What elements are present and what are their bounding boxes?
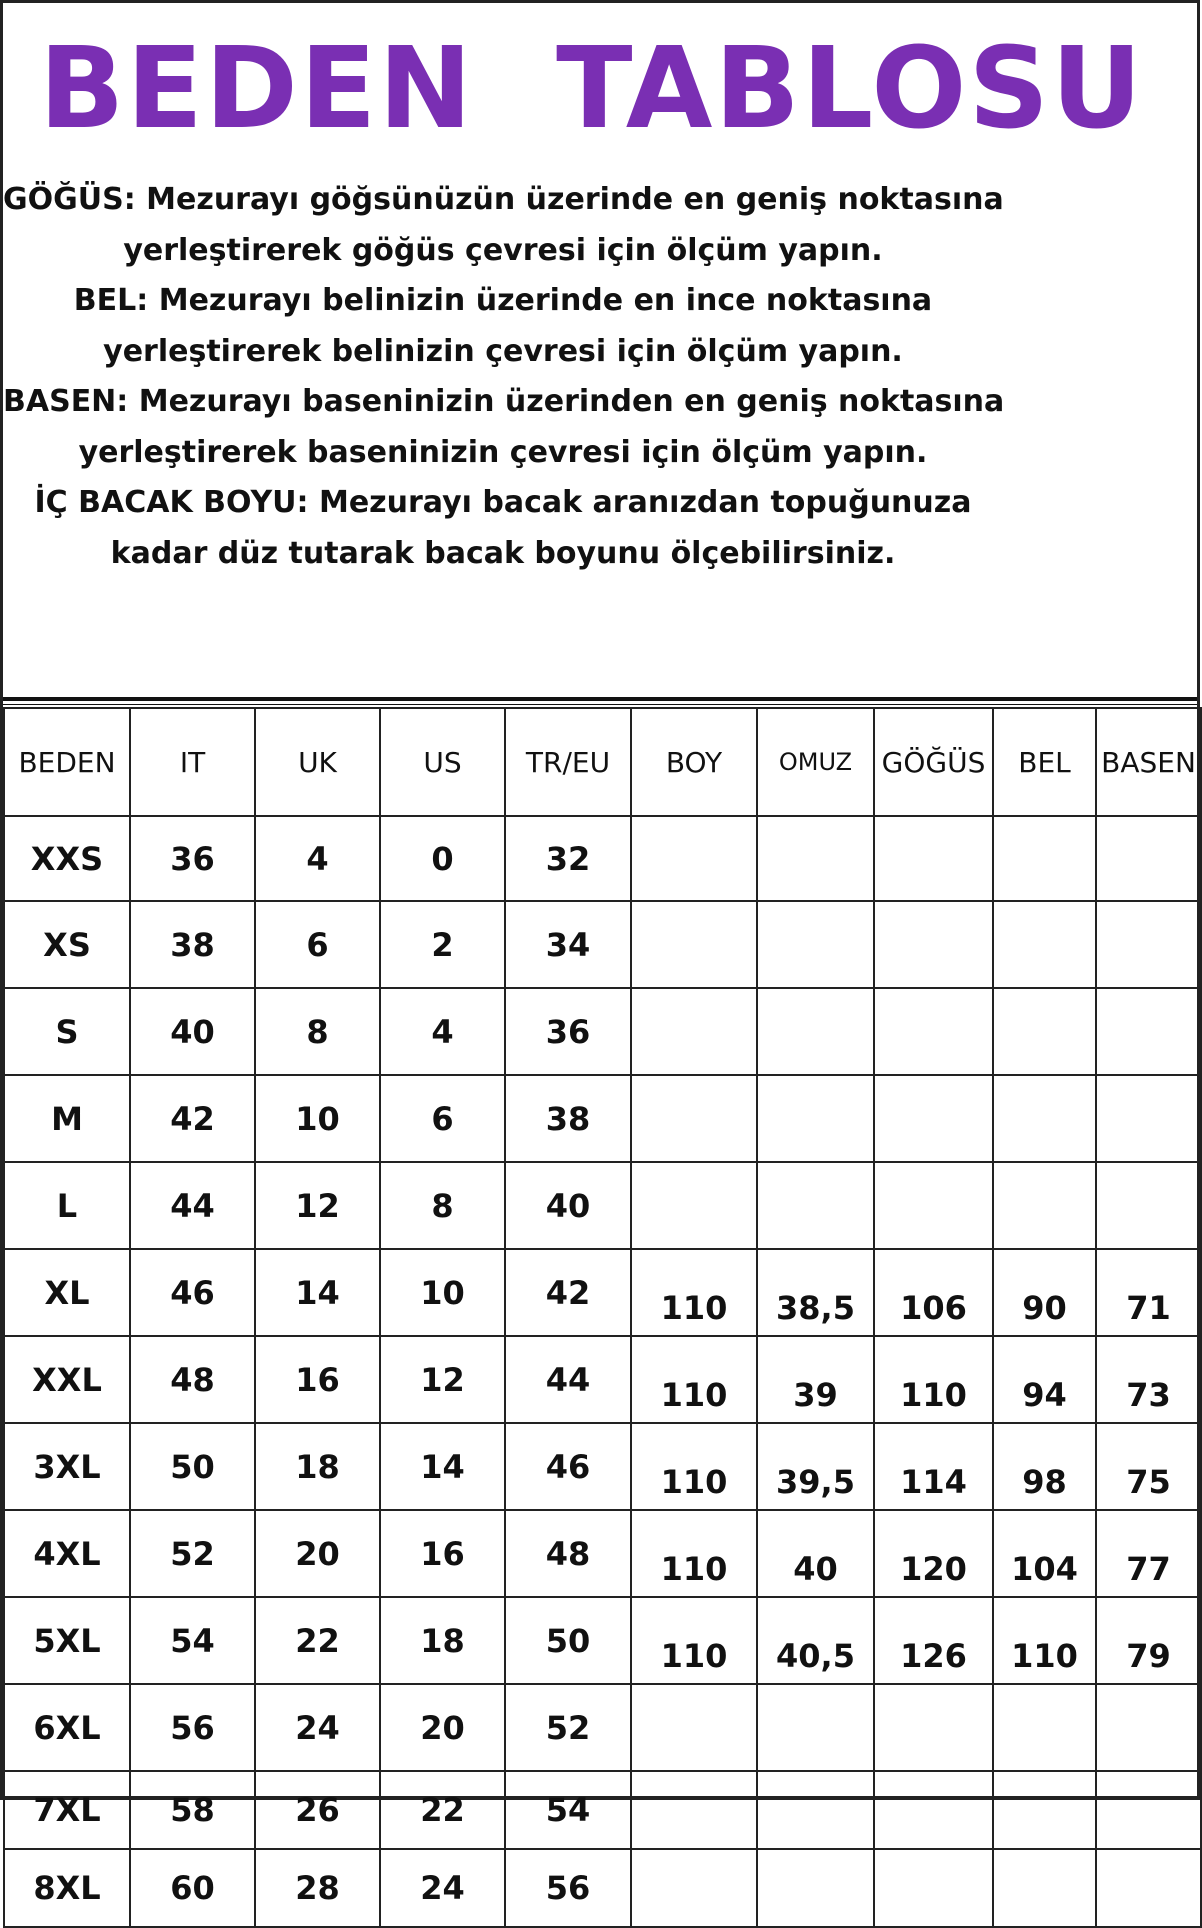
- table-cell: 8XL: [4, 1849, 130, 1927]
- table-cell: [993, 901, 1096, 988]
- measurement-instructions: [3, 175, 1003, 579]
- table-cell: 16: [255, 1336, 380, 1423]
- table-cell: 56: [130, 1684, 255, 1771]
- table-cell: 58: [130, 1771, 255, 1849]
- table-cell: [631, 1162, 757, 1249]
- table-cell: XXS: [4, 816, 130, 901]
- table-cell: [1096, 1684, 1201, 1771]
- table-cell: 12: [380, 1336, 505, 1423]
- table-cell: 38,5: [757, 1249, 874, 1336]
- table-cell: 40: [757, 1510, 874, 1597]
- table-cell: 34: [505, 901, 631, 988]
- table-cell: 24: [255, 1684, 380, 1771]
- table-cell: 77: [1096, 1510, 1201, 1597]
- table-cell: 36: [505, 988, 631, 1075]
- table-cell: 75: [1096, 1423, 1201, 1510]
- table-cell: 22: [380, 1771, 505, 1849]
- table-cell: 20: [380, 1684, 505, 1771]
- column-header: GÖĞÜS: [874, 708, 993, 816]
- table-cell: 52: [130, 1510, 255, 1597]
- table-cell: 104: [993, 1510, 1096, 1597]
- table-row: [4, 1075, 1201, 1162]
- table-cell: 39,5: [757, 1423, 874, 1510]
- table-cell: 6XL: [4, 1684, 130, 1771]
- column-header: BEL: [993, 708, 1096, 816]
- table-cell: 14: [255, 1249, 380, 1336]
- table-cell: 39: [757, 1336, 874, 1423]
- table-cell: [993, 1162, 1096, 1249]
- table-cell: [631, 1771, 757, 1849]
- table-cell: 10: [380, 1249, 505, 1336]
- table-cell: [757, 1075, 874, 1162]
- table-cell: 38: [130, 901, 255, 988]
- table-cell: 8: [255, 988, 380, 1075]
- table-cell: 110: [631, 1249, 757, 1336]
- table-cell: 22: [255, 1597, 380, 1684]
- table-cell: [874, 1684, 993, 1771]
- table-row: [4, 1684, 1201, 1771]
- table-cell: [631, 988, 757, 1075]
- table-cell: [993, 1849, 1096, 1927]
- table-cell: 5XL: [4, 1597, 130, 1684]
- section-divider: [3, 697, 1197, 705]
- table-cell: 18: [255, 1423, 380, 1510]
- table-cell: 14: [380, 1423, 505, 1510]
- column-header: BEDEN: [4, 708, 130, 816]
- table-cell: 16: [380, 1510, 505, 1597]
- table-cell: 40: [130, 988, 255, 1075]
- table-header-row: [4, 708, 1201, 816]
- table-cell: 71: [1096, 1249, 1201, 1336]
- table-cell: 24: [380, 1849, 505, 1927]
- table-cell: 12: [255, 1162, 380, 1249]
- table-cell: 6: [255, 901, 380, 988]
- table-cell: [631, 1849, 757, 1927]
- table-cell: [757, 988, 874, 1075]
- table-row: [4, 1771, 1201, 1849]
- table-row: [4, 901, 1201, 988]
- table-body: [4, 816, 1201, 1927]
- table-cell: 10: [255, 1075, 380, 1162]
- instruction-line: İÇ BACAK BOYU: Mezurayı bacak aranızdan topuğunuza: [34, 485, 972, 520]
- table-cell: 36: [130, 816, 255, 901]
- column-header: IT: [130, 708, 255, 816]
- table-row: [4, 1597, 1201, 1684]
- table-cell: 110: [631, 1597, 757, 1684]
- table-cell: 42: [505, 1249, 631, 1336]
- table-cell: L: [4, 1162, 130, 1249]
- table-cell: [1096, 901, 1201, 988]
- table-row: [4, 1849, 1201, 1927]
- table-cell: 44: [130, 1162, 255, 1249]
- table-cell: 110: [631, 1423, 757, 1510]
- table-cell: 54: [130, 1597, 255, 1684]
- table-cell: [874, 1771, 993, 1849]
- table-cell: 48: [505, 1510, 631, 1597]
- table-cell: [874, 1162, 993, 1249]
- table-cell: 26: [255, 1771, 380, 1849]
- table-row: [4, 1423, 1201, 1510]
- table-row: [4, 1336, 1201, 1423]
- table-row: [4, 1162, 1201, 1249]
- table-cell: 50: [505, 1597, 631, 1684]
- instruction-line: yerleştirerek baseninizin çevresi için ölçüm yapın.: [78, 434, 928, 470]
- instruction-line: GÖĞÜS: Mezurayı göğsünüzün üzerinde en geniş noktasına: [3, 182, 1004, 217]
- table-cell: [631, 1684, 757, 1771]
- table-cell: [631, 901, 757, 988]
- table-cell: [1096, 1075, 1201, 1162]
- table-cell: 2: [380, 901, 505, 988]
- table-cell: M: [4, 1075, 130, 1162]
- table-cell: [757, 901, 874, 988]
- table-cell: 32: [505, 816, 631, 901]
- column-header: UK: [255, 708, 380, 816]
- table-cell: 28: [255, 1849, 380, 1927]
- table-cell: [1096, 1162, 1201, 1249]
- table-cell: [757, 1771, 874, 1849]
- size-table: [3, 707, 1202, 1928]
- table-row: [4, 1249, 1201, 1336]
- instruction-line: yerleştirerek göğüs çevresi için ölçüm yapın.: [123, 232, 883, 268]
- instruction-line: yerleştirerek belinizin çevresi için ölçüm yapın.: [103, 333, 903, 369]
- table-cell: [874, 1849, 993, 1927]
- table-cell: 110: [993, 1597, 1096, 1684]
- table-cell: 46: [505, 1423, 631, 1510]
- table-cell: 50: [130, 1423, 255, 1510]
- table-cell: [1096, 816, 1201, 901]
- table-cell: S: [4, 988, 130, 1075]
- table-cell: [757, 1849, 874, 1927]
- table-cell: [993, 1075, 1096, 1162]
- column-header: TR/EU: [505, 708, 631, 816]
- table-cell: 60: [130, 1849, 255, 1927]
- table-cell: [1096, 988, 1201, 1075]
- instruction-line: BASEN: Mezurayı baseninizin üzerinden en geniş noktasına: [3, 384, 1005, 419]
- table-row: [4, 816, 1201, 901]
- table-cell: 40,5: [757, 1597, 874, 1684]
- page-title: BEDEN TABLOSU: [39, 24, 1145, 154]
- table-cell: 114: [874, 1423, 993, 1510]
- table-cell: 6: [380, 1075, 505, 1162]
- table-cell: 110: [631, 1336, 757, 1423]
- table-cell: 18: [380, 1597, 505, 1684]
- table-cell: 48: [130, 1336, 255, 1423]
- table-cell: [1096, 1849, 1201, 1927]
- table-cell: [1096, 1771, 1201, 1849]
- column-header: BASEN: [1096, 708, 1201, 816]
- table-cell: XS: [4, 901, 130, 988]
- column-header: OMUZ: [757, 708, 874, 816]
- table-cell: [631, 816, 757, 901]
- table-cell: 52: [505, 1684, 631, 1771]
- table-cell: 98: [993, 1423, 1096, 1510]
- table-cell: 8: [380, 1162, 505, 1249]
- table-cell: [757, 1684, 874, 1771]
- table-cell: [874, 816, 993, 901]
- column-header: BOY: [631, 708, 757, 816]
- table-cell: [993, 816, 1096, 901]
- table-cell: [993, 1771, 1096, 1849]
- table-cell: XL: [4, 1249, 130, 1336]
- table-cell: 0: [380, 816, 505, 901]
- table-cell: 20: [255, 1510, 380, 1597]
- table-cell: 7XL: [4, 1771, 130, 1849]
- table-cell: 110: [874, 1336, 993, 1423]
- table-cell: 3XL: [4, 1423, 130, 1510]
- table-cell: 90: [993, 1249, 1096, 1336]
- table-cell: 120: [874, 1510, 993, 1597]
- table-cell: 73: [1096, 1336, 1201, 1423]
- table-cell: [993, 988, 1096, 1075]
- instruction-line: BEL: Mezurayı belinizin üzerinde en ince noktasına: [73, 283, 933, 318]
- table-cell: [757, 1162, 874, 1249]
- table-cell: [874, 1075, 993, 1162]
- table-cell: [993, 1684, 1096, 1771]
- table-row: [4, 988, 1201, 1075]
- table-cell: 42: [130, 1075, 255, 1162]
- table-cell: [874, 901, 993, 988]
- table-cell: 126: [874, 1597, 993, 1684]
- table-cell: [874, 988, 993, 1075]
- table-cell: 4XL: [4, 1510, 130, 1597]
- table-cell: 110: [631, 1510, 757, 1597]
- table-cell: [631, 1075, 757, 1162]
- table-cell: 54: [505, 1771, 631, 1849]
- table-cell: 79: [1096, 1597, 1201, 1684]
- instruction-line: kadar düz tutarak bacak boyunu ölçebilirsiniz.: [110, 535, 896, 571]
- table-cell: [757, 816, 874, 901]
- column-header: US: [380, 708, 505, 816]
- table-cell: 40: [505, 1162, 631, 1249]
- table-cell: 56: [505, 1849, 631, 1927]
- table-cell: 46: [130, 1249, 255, 1336]
- table-cell: XXL: [4, 1336, 130, 1423]
- table-cell: 4: [255, 816, 380, 901]
- table-cell: 44: [505, 1336, 631, 1423]
- table-cell: 106: [874, 1249, 993, 1336]
- table-cell: 38: [505, 1075, 631, 1162]
- table-row: [4, 1510, 1201, 1597]
- table-cell: 94: [993, 1336, 1096, 1423]
- table-cell: 4: [380, 988, 505, 1075]
